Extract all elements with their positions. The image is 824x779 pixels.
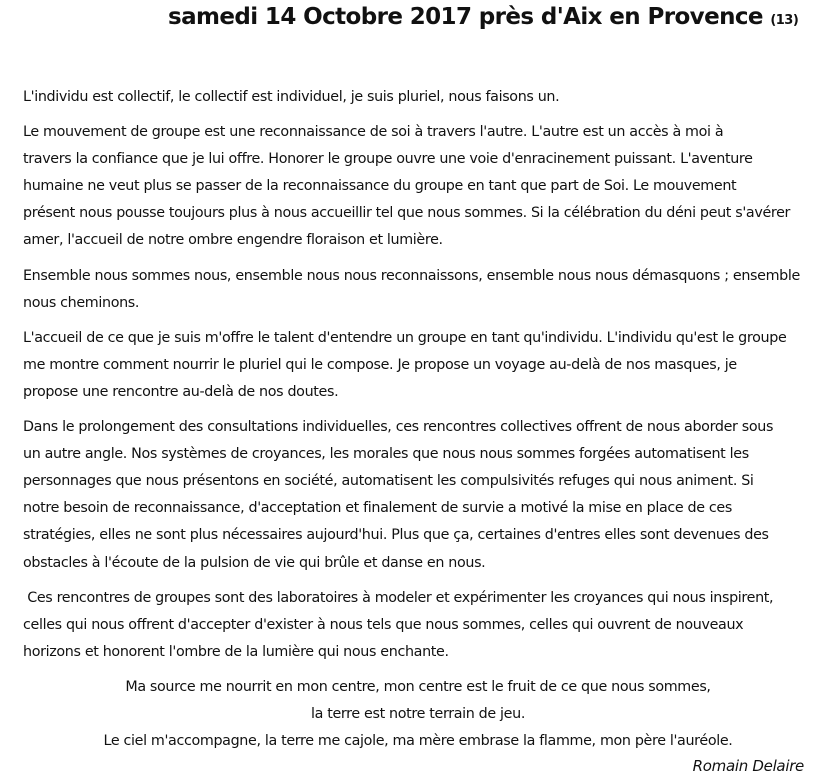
paragraph — [23, 325, 813, 406]
paragraph-line: stratégies, elles ne sont plus nécessaires aujourd'hui. Plus que ça, certaines d'entres elles sont devenues des — [23, 527, 769, 544]
paragraph-line: personnages que nous présentons en société, automatisent les compulsivités refuges qui nous animent. Si — [23, 473, 754, 490]
paragraph-line: Ces rencontres de groupes sont des laboratoires à modeler et expérimenter les croyances qui nous inspirent, — [23, 589, 774, 606]
paragraph — [23, 263, 813, 317]
paragraph-line: présent nous pousse toujours plus à nous accueillir tel que nous sommes. Si la célébration du déni peut s'avérer — [23, 205, 791, 222]
closing-poem — [23, 674, 813, 755]
paragraph-line: L'accueil de ce que je suis m'offre le talent d'entendre un groupe en tant qu'individu. L'individu qu'est le groupe — [23, 329, 787, 346]
paragraph-line: obstacles à l'écoute de la pulsion de vie qui brûle et danse en nous. — [23, 554, 486, 571]
poem-line: la terre est notre terrain de jeu. — [310, 705, 526, 722]
paragraph-line: propose une rencontre au-delà de nos doutes. — [23, 383, 339, 400]
poem-line: Le ciel m'accompagne, la terre me cajole, ma mère embrase la flamme, mon père l'auréole. — [103, 733, 733, 750]
paragraph-line: Ensemble nous sommes nous, ensemble nous nous reconnaissons, ensemble nous nous démasquons ; ensemble — [23, 267, 800, 284]
title-suffix: (13) — [770, 13, 799, 28]
paragraph-line: amer, l'accueil de notre ombre engendre floraison et lumière. — [23, 232, 443, 249]
paragraph-line: humaine ne veut plus se passer de la reconnaissance du groupe en tant que part de Soi. Le mouvement — [23, 178, 737, 195]
page-title — [168, 2, 799, 36]
paragraph — [23, 119, 813, 254]
paragraph — [23, 414, 813, 577]
paragraph-line: travers la confiance que je lui offre. Honorer le groupe ouvre une voie d'enracinement puissant. L'aventure — [23, 151, 753, 168]
author-signature: Romain Delaire — [692, 757, 804, 775]
paragraph-line: Le mouvement de groupe est une reconnaissance de soi à travers l'autre. L'autre est un accès à moi à — [23, 124, 724, 141]
poem-line: Ma source me nourrit en mon centre, mon centre est le fruit de ce que nous sommes, — [125, 678, 711, 695]
paragraph — [23, 84, 813, 111]
paragraph-line: un autre angle. Nos systèmes de croyances, les morales que nous nous sommes forgées automatisent les — [23, 446, 749, 463]
paragraph-line: nous cheminons. — [23, 294, 140, 311]
paragraph-line: notre besoin de reconnaissance, d'acceptation et finalement de survie a motivé la mise en place de ces — [23, 500, 732, 517]
title-text: samedi 14 Octobre 2017 près d'Aix en Provence — [168, 4, 763, 30]
paragraph — [23, 585, 813, 666]
paragraph-line: horizons et honorent l'ombre de la lumière qui nous enchante. — [23, 643, 449, 660]
paragraph-line: Dans le prolongement des consultations individuelles, ces rencontres collectives offrent de nous aborder sous — [23, 419, 774, 436]
paragraph-line: L'individu est collectif, le collectif est individuel, je suis pluriel, nous faisons un. — [23, 89, 560, 105]
paragraph-line: me montre comment nourrir le pluriel qui le compose. Je propose un voyage au-delà de nos masques, je — [23, 356, 737, 373]
paragraph-line: celles qui nous offrent d'accepter d'exister à nous tels que nous sommes, celles qui ouvrent de nouveaux — [23, 616, 744, 633]
body-text — [23, 84, 813, 755]
